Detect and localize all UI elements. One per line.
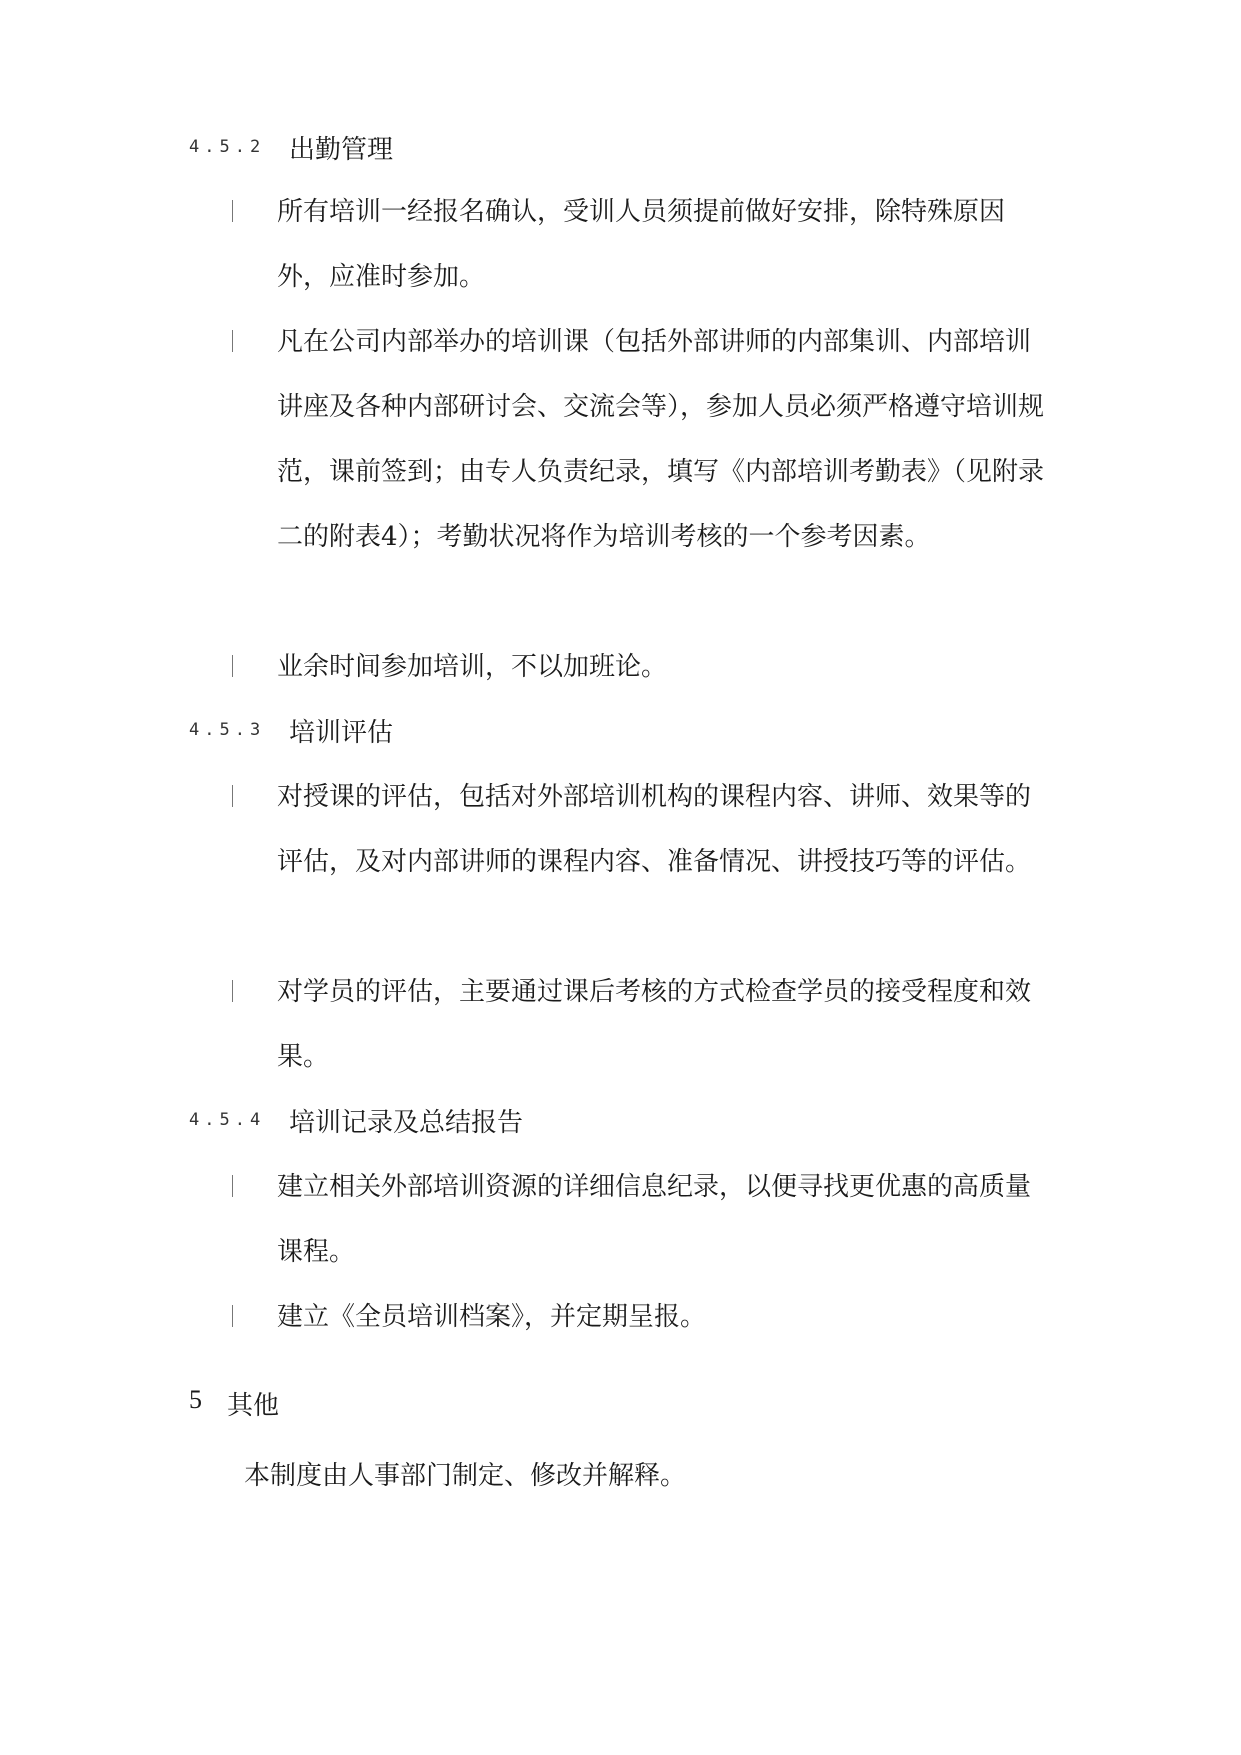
list-item: 对学员的评估，主要通过课后考核的方式检查学员的接受程度和效果。: [277, 977, 1032, 1072]
section-title: 培训记录及总结报告: [289, 1107, 524, 1138]
list-item: 所有培训一经报名确认，受训人员须提前做好安排，除特殊原因外，应准时参加。: [277, 197, 1006, 292]
list-item: 对授课的评估，包括对外部培训机构的课程内容、讲师、效果等的评估，及对内部讲师的课程内容、准备情况、讲授技巧等的评估。: [277, 782, 1032, 877]
section-title: 出勤管理: [289, 134, 394, 165]
section-number: 4.5.2: [189, 137, 266, 157]
list-item: 业余时间参加培训，不以加班论。: [277, 652, 668, 682]
bullet-marker: [232, 1305, 239, 1327]
bullet-marker: [232, 1175, 239, 1197]
list-item: 建立《全员培训档案》，并定期呈报。: [277, 1302, 707, 1332]
list-item: 凡在公司内部举办的培训课（包括外部讲师的内部集训、内部培训讲座及各种内部研讨会、交流会等），参加人员必须严格遵守培训规范，课前签到；由专人负责纪录，填写《内部培训考勤表》（见附录二的附表4）；考勤状况将作为培训考核的一个参考因素。: [277, 327, 1045, 552]
section-heading: [189, 127, 393, 167]
section-heading: [189, 1100, 523, 1140]
chapter-heading: [189, 1385, 279, 1422]
closing-statement: 本制度由人事部门制定、修改并解释。: [244, 1461, 687, 1491]
bullet-marker: [232, 200, 239, 222]
section-title: 培训评估: [289, 717, 394, 748]
bullet-marker: [232, 785, 239, 807]
chapter-number: 5: [189, 1385, 202, 1414]
section-number: 4.5.3: [189, 720, 266, 740]
list-item: 建立相关外部培训资源的详细信息纪录，以便寻找更优惠的高质量课程。: [277, 1172, 1032, 1267]
bullet-marker: [232, 980, 239, 1002]
chapter-title: 其他: [227, 1391, 280, 1421]
bullet-marker: [232, 330, 239, 352]
bullet-marker: [232, 655, 239, 677]
section-number: 4.5.4: [189, 1110, 266, 1130]
section-heading: [189, 710, 393, 750]
